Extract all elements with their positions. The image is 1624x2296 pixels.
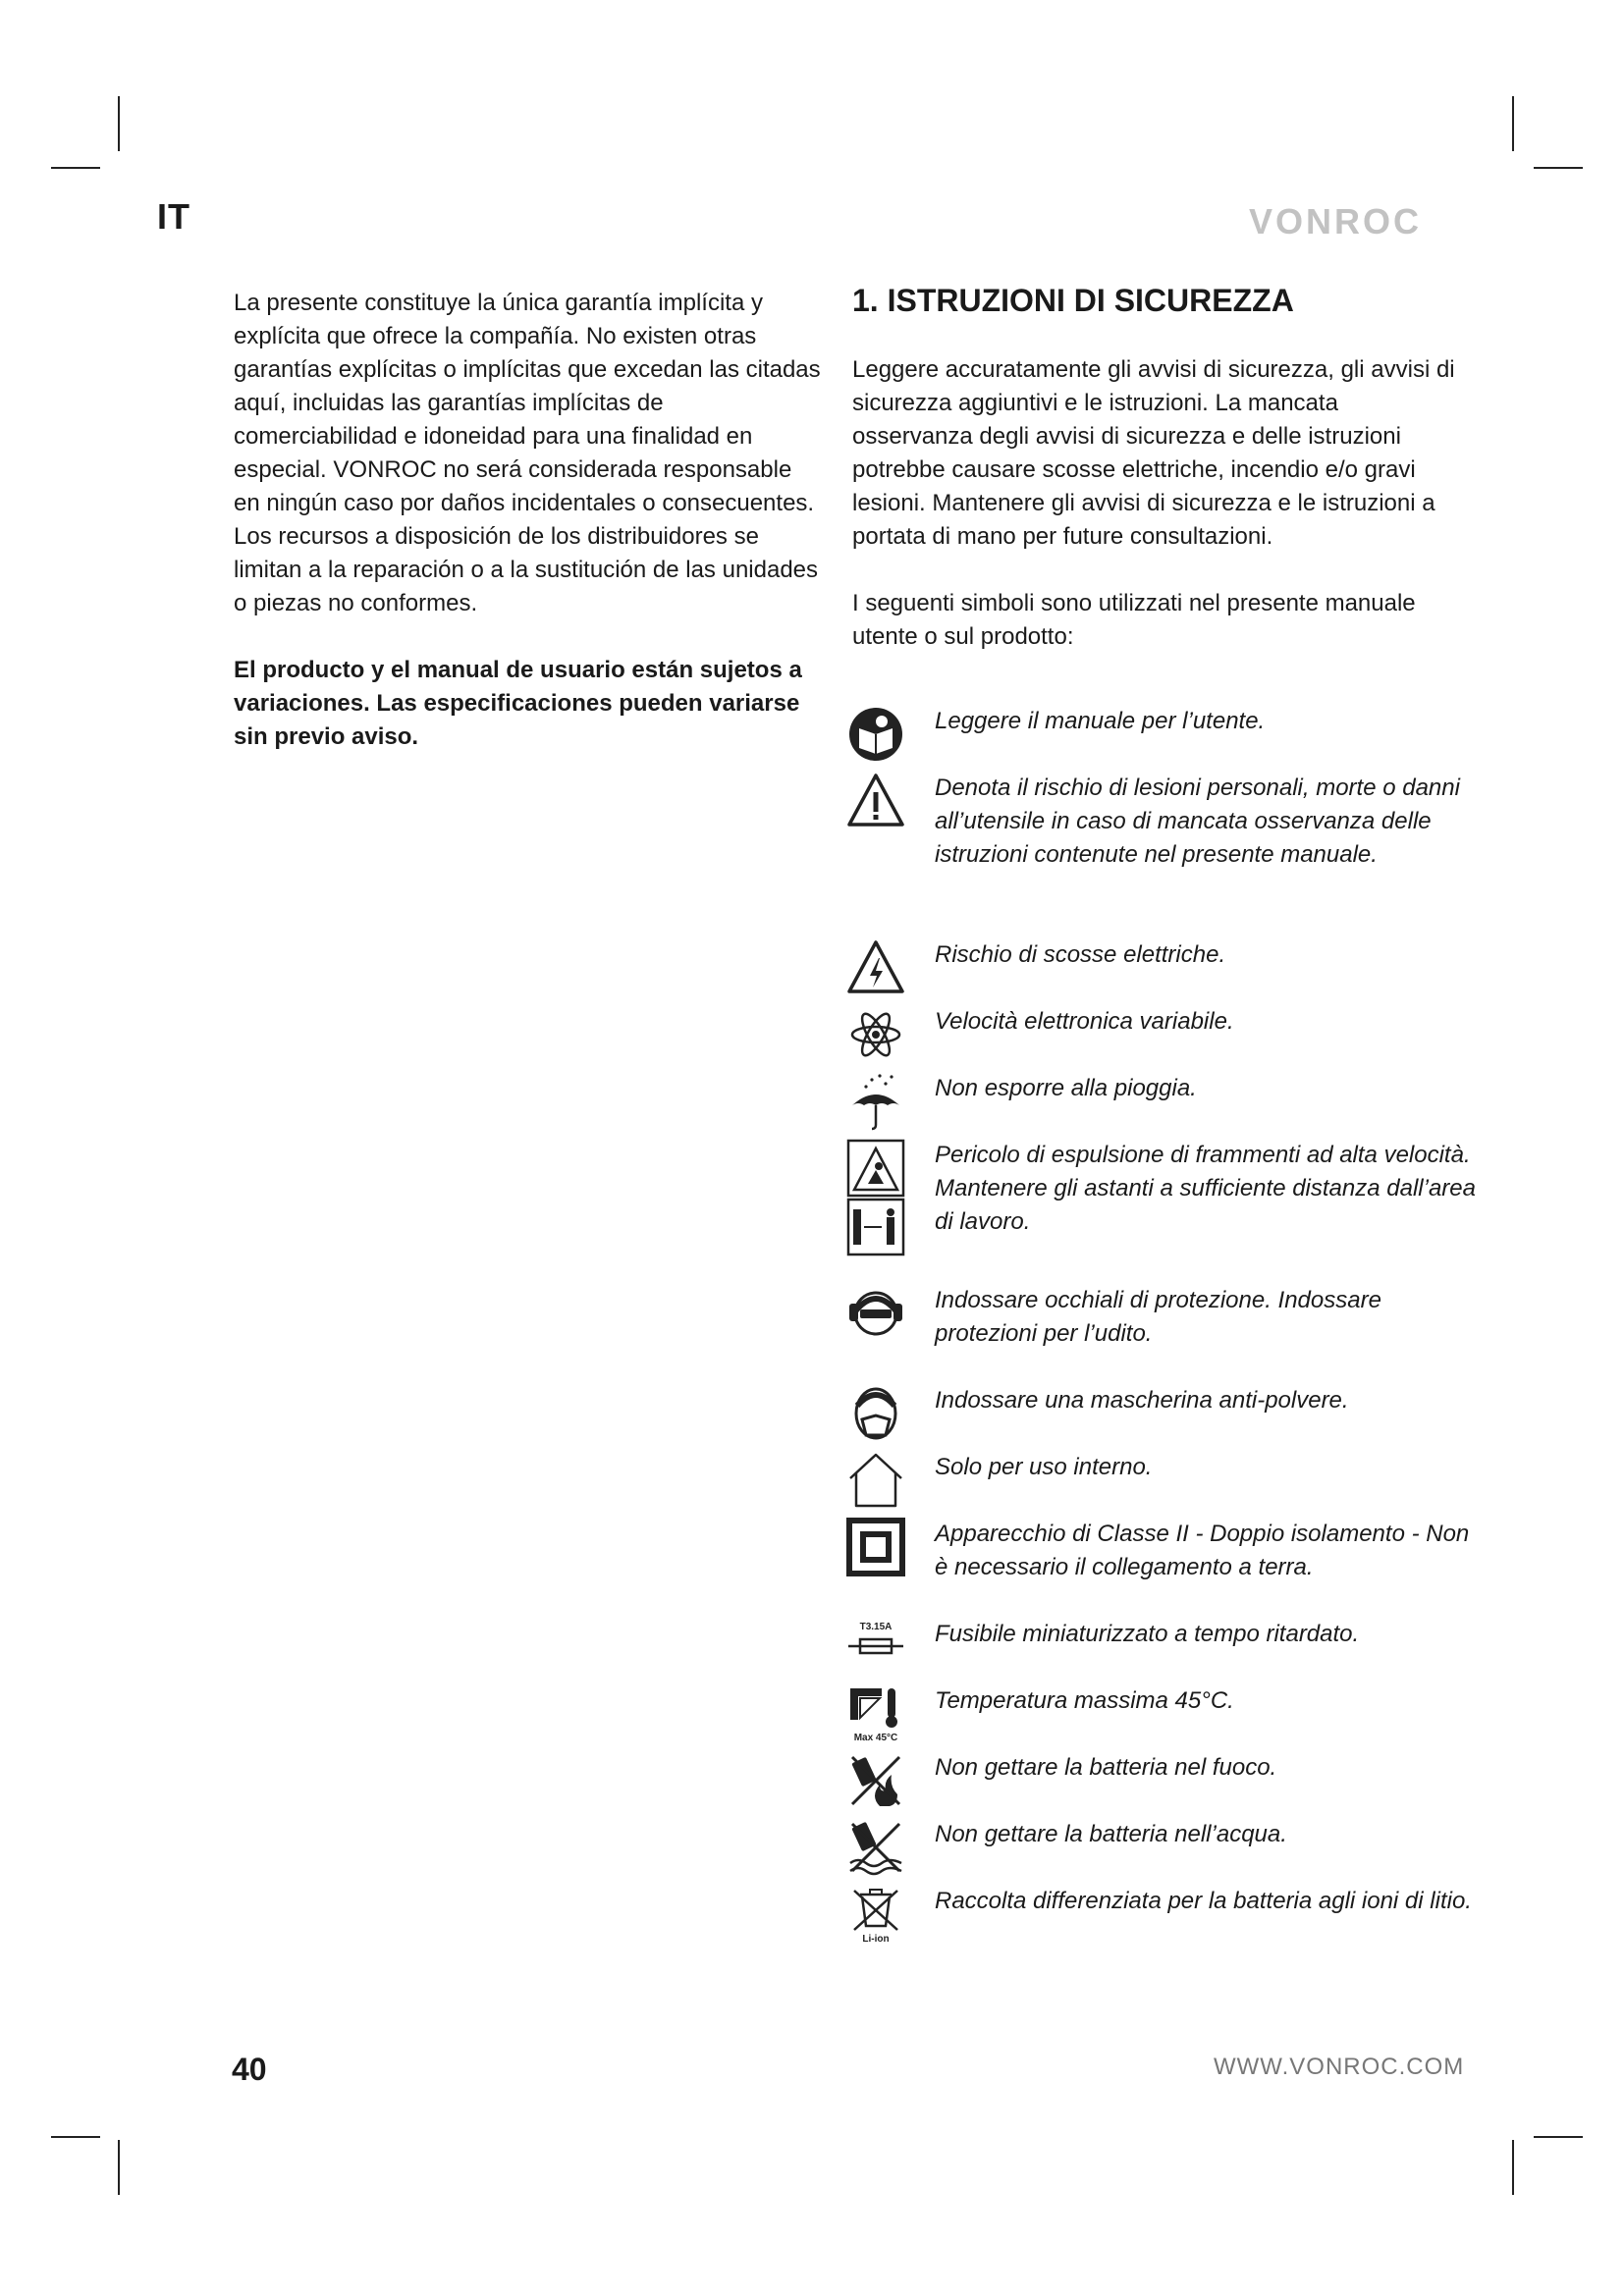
symbol-description: Pericolo di espulsione di frammenti ad alta velocità. Mantenere gli astanti a sufficiente distanza dall’area di lavoro.: [935, 1142, 1476, 1235]
no-rain-icon: [846, 1072, 905, 1131]
crop-mark: [1534, 167, 1583, 169]
website-url: WWW.VONROC.COM: [1214, 2054, 1465, 2080]
indoor-use-icon: [846, 1451, 905, 1510]
symbol-description: Velocità elettronica variabile.: [935, 1008, 1234, 1035]
crop-mark: [1512, 96, 1514, 151]
electric-shock-icon: [846, 938, 905, 997]
symbol-description: Indossare occhiali di protezione. Indossare protezioni per l’udito.: [935, 1287, 1381, 1347]
symbol-description: Solo per uso interno.: [935, 1454, 1153, 1480]
safety-intro: Leggere accuratamente gli avvisi di sicurezza, gli avvisi di sicurezza aggiuntivi e le istruzioni. La mancata osservanza degli avvisi di sicurezza e delle istruzioni potrebbe causare scosse elettriche, incendio e/o gravi lesioni. Mantenere gli avvisi di sicurezza e le istruzioni a portata di mano per future consultazioni.: [852, 356, 1455, 550]
symbol-description: Non gettare la batteria nel fuoco.: [935, 1754, 1277, 1781]
svg-text:Li-ion: Li-ion: [862, 1934, 890, 1944]
safety-column: [852, 281, 1461, 687]
page-number: 40: [232, 2052, 267, 2087]
warning-icon: [846, 772, 905, 830]
svg-text:Max 45°C: Max 45°C: [853, 1733, 898, 1743]
crop-mark: [51, 167, 100, 169]
fuse-icon: [846, 1618, 905, 1677]
crop-mark: [118, 2140, 120, 2195]
crop-mark: [1512, 2140, 1514, 2195]
no-fire-battery-icon: [846, 1751, 905, 1810]
dust-mask-icon: [846, 1384, 905, 1443]
specification-notice: El producto y el manual de usuario están sujetos a variaciones. Las especificaciones pueden variarse sin previo aviso.: [234, 657, 802, 750]
symbol-description: Fusibile miniaturizzato a tempo ritardato.: [935, 1621, 1360, 1647]
symbol-description: Denota il rischio di lesioni personali, morte o danni all’utensile in caso di mancata osservanza delle istruzioni contenute nel presente manuale.: [935, 774, 1460, 868]
crop-mark: [1534, 2136, 1583, 2138]
crop-mark: [51, 2136, 100, 2138]
warranty-paragraph: La presente constituye la única garantía implícita y explícita que ofrece la compañía. No existen otras garantías explícitas o implícitas que excedan las citadas aquí, incluidas las garantías implícitas de comerciabilidad e idoneidad para una finalidad en especial. VONROC no será considerada responsable en ningún caso por daños incidentales o consecuentes. Los recursos a disposición de los distribuidores se limitan a la reparación o a la sustitución de las unidades o piezas no conformes.: [234, 290, 821, 616]
warranty-column: [234, 287, 823, 787]
symbol-description: Rischio di scosse elettriche.: [935, 941, 1226, 968]
language-code: IT: [157, 196, 190, 237]
crop-mark: [118, 96, 120, 151]
symbol-description: Non gettare la batteria nell’acqua.: [935, 1821, 1287, 1847]
eye-ear-protection-icon: [846, 1284, 905, 1343]
symbol-description: Leggere il manuale per l’utente.: [935, 708, 1266, 734]
symbols-intro: I seguenti simboli sono utilizzati nel presente manuale utente o sul prodotto:: [852, 590, 1416, 650]
symbol-description: Non esporre alla pioggia.: [935, 1075, 1197, 1101]
brand-logo: [1249, 200, 1445, 240]
symbol-description: Raccolta differenziata per la batteria agli ioni di litio.: [935, 1888, 1472, 1914]
no-water-battery-icon: [846, 1818, 905, 1877]
section-heading: 1. ISTRUZIONI DI SICUREZZA: [852, 283, 1294, 318]
debris-distance-icon: [846, 1139, 905, 1256]
symbol-description: Indossare una mascherina anti-polvere.: [935, 1387, 1349, 1414]
symbol-description: Apparecchio di Classe II - Doppio isolamento - Non è necessario il collegamento a terra.: [935, 1521, 1470, 1580]
symbol-description: Temperatura massima 45°C.: [935, 1687, 1234, 1714]
class-ii-icon: [846, 1518, 905, 1576]
variable-speed-icon: [846, 1005, 905, 1064]
recycle-bin-icon: [846, 1885, 905, 1944]
read-manual-icon: [846, 705, 905, 764]
max-temperature-icon: [846, 1684, 905, 1743]
svg-text:T3.15A: T3.15A: [859, 1622, 893, 1632]
svg-text:VONROC: VONROC: [1249, 201, 1423, 240]
